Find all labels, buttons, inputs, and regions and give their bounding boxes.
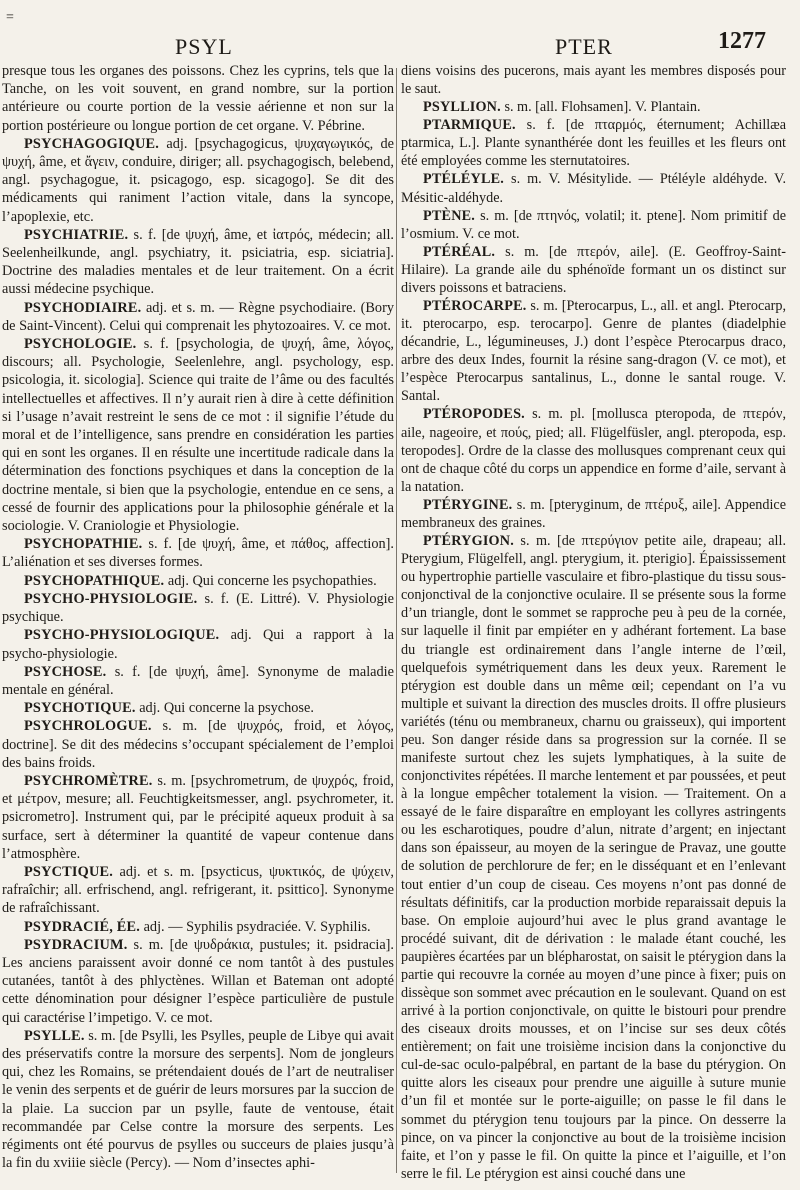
entry-definition: s. f. [de πταρμός, éternument; Achillæa ptarmica, L.]. Plante synanthérée dont les feuilles et les fleurs ont été employées comme les sternutatoires.: [401, 117, 786, 170]
entry-headword: PSYLLION.: [423, 99, 501, 116]
dictionary-entry: [2, 863, 394, 918]
entry-definition: s. m. [de πτερύγιον petite aile, drapeau; all. Pterygium, Flügelfell, angl. pterygium, it. pterigio]. Épaississement ou hypertrophie partielle vasculaire et fibro-plastique du tissu sous-conjonctival de la conjonctive oculaire. Il se présente sous la forme d’un triangle, dont le sommet se rapproche peu à peu de la cornée, sur laquelle il finit par empiéter en y adhérant fortement. La base du triangle est ordinairement dans l’angle interne de l’œil, quelquefois symétriquement dans les deux yeux. Rarement le ptérygion est double dans un même œil; cependant on l’a vu multiple et suivant la direction des muscles droits. Il offre plusieurs variétés (ténu ou membraneux, charnu ou graisseux), qui importent peu. Son danger réside dans sa progression sur la cornée. Il se manifeste surtout chez les sujets lymphatiques, à la suite de conjonctivites répétées. Il marche lentement et par poussées, et peut à la longue empêcher totalement la vision. — Traitement. On a essayé de le faire disparaître en employant les collyres astringents ou les escharotiques, poudre d’alun, nitrate d’argent; en injectant dans son épaisseur, au moyen de la seringue de Pravaz, une goutte de solution de perchlorure de fer; en le disséquant et en l’enlevant tout entier d’un coup de ciseau. Ces moyens n’ont pas donné de résultats définitifs, car la production morbide reparaissait depuis la base. On emploie aujourd’hui avec le plus grand avantage le procédé suivant, dit de dérivation : le malade étant couché, les paupières écartées par un blépharostat, on saisit le ptérygion dans la partie qui recouvre la cornée au moyen d’une pince à fixer; puis on dissèque son sommet avec précaution en le soulevant. Quand on est arrivé à la portion conjonctivale, on quitte le bistouri pour prendre des ciseaux droits mousses, et on l’incise sur ses deux côtés entièrement; on fait une troisième incision dans la conjonctive du cul-de-sac oculo-palpébral, en partant de la base du ptérygion. On quitte alors les ciseaux pour prendre une aiguille à suture munie d’un fil et montée sur le porte-aiguille; on passe le fil dans le sommet du ptérygion tenu toujours par la pince. On desserre la pince, on va pincer la conjonctive au bout de la troisième incision faite, et l’on y passe le fil. On quitte la pince et l’aiguille, et l’on serre le fil. Le ptérygion est ainsi couché dans une: [401, 533, 786, 1182]
entry-headword: PSYCHOSE.: [24, 663, 107, 680]
dictionary-entry: [401, 207, 786, 243]
entry-definition: s. m. [pteryginum, de πτέρυξ, aile]. Appendice membraneux des graines.: [401, 496, 786, 531]
entry-definition: adj. [psychagogicus, ψυχαγωγικός, de ψυχή, âme, et ἄγειν, conduire, diriger; all. psychagogisch, belebend, angl. psychagogue, it. psicagogo, esp. sicagogo]. Se dit des médicaments qui raniment l’action vitale, dans la syncope, l’apoplexie, etc.: [2, 135, 394, 225]
entry-headword: PTARMIQUE.: [423, 117, 516, 134]
entry-definition: presque tous les organes des poissons. Chez les cyprins, tels que la Tanche, on les voit souvent, en grand nombre, sur la portion antérieure ou courte portion de la vessie aérienne et non sur la portion postérieure ou longue portion de cet organe. V. Pébrine.: [2, 63, 394, 134]
entry-headword: PSYCHAGOGIQUE.: [24, 135, 160, 152]
entry-definition: s. f. [de ψυχή, âme, et ἰατρός, médecin; all. Seelenheilkunde, angl. psychiatry, it. psiciatria, esp. siciatria]. Doctrine des maladies mentales et de leur traitement. On a écrit aussi médecine psychique.: [2, 226, 394, 298]
entry-definition: adj. et s. m. — Règne psychodiaire. (Bory de Saint-Vincent). Celui qui comprenait les phytozoaires. V. ce mot.: [2, 299, 394, 334]
dictionary-entry: [401, 116, 786, 170]
entry-definition: s. m. [de ψυδράκια, pustules; it. psidracia]. Les anciens paraissent avoir donné ce nom tantôt à des pustules cutanées, tantôt à des phlyctènes. Willan et Bateman ont adopté cette dénomination pour désigner l’espèce particulière de pustule qui caractérise l’impetigo. V. ce mot.: [2, 936, 394, 1026]
dictionary-entry: [2, 335, 394, 535]
margin-mark: =: [6, 10, 14, 25]
dictionary-entry: [2, 135, 394, 226]
entry-headword: PSYCHOPATHIQUE.: [24, 572, 165, 589]
entry-headword: PSYCHIATRIE.: [24, 226, 129, 243]
dictionary-entry: [2, 936, 394, 1027]
dictionary-entry: [2, 918, 394, 936]
entry-headword: PTÉRYGINE.: [423, 496, 513, 513]
entry-headword: PSYCTIQUE.: [24, 863, 113, 880]
entry-definition: s. m. [de Psylli, les Psylles, peuple de Libye qui avait des préservatifs contre la morsure des serpents]. Nom de jongleurs qui, chez les Romains, se prétendaient doués de l’art de neutraliser le venin des serpents et de guérir de leurs morsures par la succion de la plaie. La succion par un psylle, faute de ventouse, était recommandée par Celse contre la morsure des serpents. Les régiments ont été pourvus de psylles ou succeurs de plaies jusqu’à la fin du xviiie siècle (Percy). — Nom d’insectes aphi-: [2, 1027, 394, 1172]
entry-headword: PSYDRACIÉ, ÉE.: [24, 918, 141, 935]
entry-definition: s. m. V. Mésitylide. — Ptéléyle aldéhyde. V. Mésitic-aldéhyde.: [401, 171, 786, 206]
entry-definition: s. f. [psychologia, de ψυχή, âme, λόγος, discours; all. Psychologie, Seelenlehre, angl. psychology, esp. psicologia, it. sicologia]. Science qui traite de l’âme ou des facultés intellectuelles et affectives. Il n’y aurait rien à dire à cette définition si l’usage n’avait restreint le sens de ce mot : il signifie l’étude du moral et de l’intelligence, sans prendre en considération les parties qui en sont les organes. Il en résulte une incertitude radicale dans la détermination des fonctions psychiques et dans la conception de la doctrine mentale, si bien que la psychologie, entendue en ce sens, a cessé de fournir des applications pour la philosophie générale et la sociologie. V. Craniologie et Physiologie.: [2, 336, 394, 535]
running-header: [0, 0, 800, 64]
entry-headword: PSYCHOPATHIE.: [24, 536, 143, 553]
column-divider: [396, 68, 397, 1173]
entry-headword: PTÈNE.: [423, 207, 476, 224]
dictionary-entry: [2, 663, 394, 699]
dictionary-entry: [2, 717, 394, 772]
dictionary-entry: [2, 1027, 394, 1173]
entry-definition: adj. Qui concerne les psychopathies.: [164, 572, 377, 589]
entry-headword: PSYCHO-PHYSIOLOGIQUE.: [24, 627, 220, 644]
entry-definition: s. m. pl. [mollusca pteropoda, de πτερόν, aile, nageoire, et πούς, pied; all. Flügelfüsler, angl. pteropoda, esp. teropodes]. Ordre de la classe des mollusques comprenant ceux qui ont de chaque côté du corps un appendice en forme d’aile, servant à la natation.: [401, 406, 786, 495]
dictionary-entry: [401, 496, 786, 532]
dictionary-entry: [2, 772, 394, 863]
entry-definition: s. m. [psychrometrum, de ψυχρός, froid, et μέτρον, mesure; all. Feuchtigkeitsmesser, angl. psychrometer, it. psicrometro]. Instrument qui, par le précipité aqueux produit à sa surface, sert à déterminer la quantité de vapeur contenue dans l’atmosphère.: [2, 772, 394, 862]
entry-headword: PSYCHOLOGIE.: [24, 336, 137, 353]
page-number: 1277: [718, 28, 766, 54]
dictionary-entry: [2, 62, 394, 135]
entry-headword: PTÉROCARPE.: [423, 298, 527, 315]
entry-headword: PTÉRYGION.: [423, 533, 514, 550]
dictionary-entry: [401, 243, 786, 297]
entry-definition: s. f. (E. Littré). V. Physiologie psychique.: [2, 590, 394, 626]
dictionary-entry: [401, 170, 786, 206]
entry-headword: PSYCHO-PHYSIOLOGIE.: [24, 590, 198, 607]
entry-headword: PTÉROPODES.: [423, 406, 525, 423]
entry-definition: s. f. [de ψυχή, âme, et πάθος, affection]. L’aliénation et ses diverses formes.: [2, 536, 394, 571]
dictionary-entry: [2, 590, 394, 626]
entry-definition: s. m. [Pterocarpus, L., all. et angl. Pterocarp, it. pterocarpo, esp. terocarpo]. Genre de plantes (diadelphie décandrie, L., légumineuses, J.) dont l’espèce Pterocarpus draco, arbre des deux Indes, fournit la résine sang-dragon (V. ce mot), et l’espèce Pterocarpus santalinus, L., donne le santal rouge. V. Santal.: [401, 298, 786, 405]
entry-headword: PTÉLÉYLE.: [423, 171, 505, 188]
entry-headword: PSYCHROLOGUE.: [24, 718, 152, 735]
dictionary-entry: [2, 535, 394, 571]
entry-headword: PSYLLE.: [24, 1027, 85, 1044]
entry-definition: adj. Qui a rapport à la psycho-physiologie.: [2, 627, 394, 662]
entry-definition: diens voisins des pucerons, mais ayant les membres disposés pour le saut.: [401, 63, 786, 98]
entry-definition: adj. Qui concerne la psychose.: [135, 700, 314, 717]
entry-definition: s. m. [all. Flohsamen]. V. Plantain.: [500, 99, 701, 116]
entry-definition: s. m. [de ψυχρός, froid, et λόγος, doctrine]. Se dit des médecins s’occupant spécialement de l’emploi des bains froids.: [2, 718, 394, 771]
entry-headword: PSYDRACIUM.: [24, 936, 128, 953]
dictionary-entry: [401, 98, 786, 116]
entry-definition: s. m. [de πτηνός, volatil; it. ptene]. Nom primitif de l’osmium. V. ce mot.: [401, 207, 786, 242]
left-column: [2, 62, 394, 1172]
dictionary-entry: [401, 405, 786, 495]
entry-headword: PSYCHROMÈTRE.: [24, 772, 153, 789]
right-column: [401, 62, 786, 1183]
dictionary-entry: [2, 226, 394, 299]
right-running-title: PTER: [555, 34, 613, 59]
entry-definition: adj. et s. m. [psycticus, ψυκτικός, de ψύχειν, rafraîchir; all. erfrischend, angl. refrigerant, it. psittico]. Synonyme de rafraîchissant.: [2, 863, 394, 917]
dictionary-entry: [401, 62, 786, 98]
dictionary-entry: [2, 572, 394, 590]
entry-definition: s. m. [de πτερόν, aile]. (E. Geoffroy-Saint-Hilaire). La grande aile du sphénoïde formant un os distinct sur divers poissons et batraciens.: [401, 243, 786, 296]
entry-headword: PSYCHOTIQUE.: [24, 700, 136, 717]
entry-headword: PTÉRÉAL.: [423, 243, 496, 260]
dictionary-entry: [401, 297, 786, 405]
dictionary-entry: [2, 299, 394, 335]
entry-definition: s. f. [de ψυχή, âme]. Synonyme de maladie mentale en général.: [2, 663, 394, 698]
entry-definition: adj. — Syphilis psydraciée. V. Syphilis.: [140, 918, 371, 935]
dictionary-entry: [401, 532, 786, 1183]
dictionary-entry: [2, 626, 394, 662]
entry-headword: PSYCHODIAIRE.: [24, 299, 142, 316]
left-running-title: PSYL: [175, 34, 233, 59]
dictionary-entry: [2, 699, 394, 717]
